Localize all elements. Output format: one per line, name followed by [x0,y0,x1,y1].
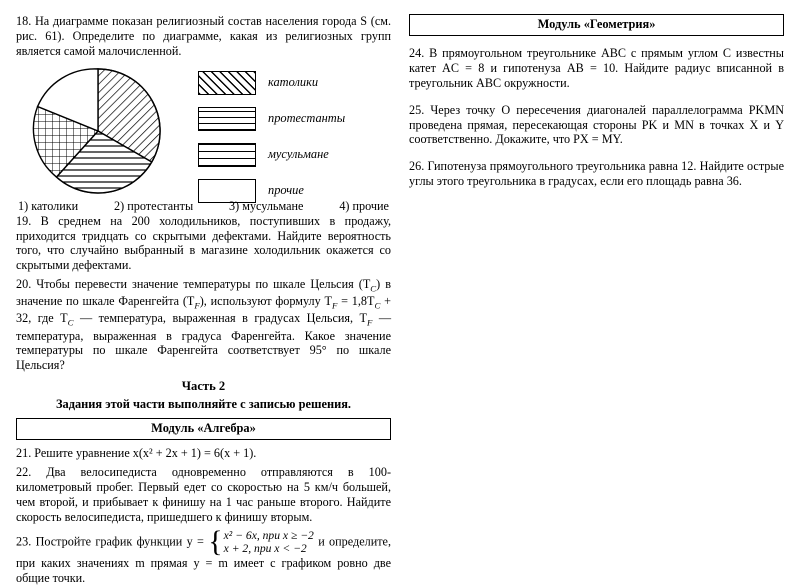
legend-swatch-muslims [198,143,256,167]
part-2-title: Часть 2 [181,379,226,394]
task-25: 25. Через точку O пересечения диагоналей параллелограмма PKMN проведена прямая, пересекающая стороны PK и MN в точках X и Y соответственно. Докажите, что PX = MY. [409,102,784,147]
task-23 [16,525,391,586]
task-21: 21. Решите уравнение x(x² + 2x + 1) = 6(x + 1). [16,446,257,461]
chart-option-0: 1) католики [18,198,79,213]
task-18: 18. На диаграмме показан религиозный состав населения города S (см. рис. 61). Определите по диаграмме, какая из религиозных групп является самой малочисленной. [16,14,391,58]
task-20-part-c: ), используют формулу T [199,294,332,309]
chart-option-2: 3) мусульмане [229,198,304,213]
sub-c-2: C [374,300,381,311]
chart-option-3: 4) прочие [339,198,389,213]
legend-label-0: католики [268,75,319,90]
legend-label-2: мусульмане [268,147,329,162]
task-24: 24. В прямоугольном треугольнике ABC с прямым углом C известны катет AC = 8 и гипотенуза AB = 10. Найдите радиус вписанной в треугольник ABC окружности. [409,46,784,90]
piecewise-lines [224,529,314,556]
module-header-geometry: Модуль «Геометрия» [409,14,784,36]
brace-icon: { [208,525,223,559]
legend-label-1: протестанты [268,111,346,126]
legend-swatch-catholics [198,71,256,95]
case-line-2: x + 2, при x < −2 [223,542,307,556]
task-22: 22. Два велосипедиста одновременно отправляются в 100-километровый пробег. Первый едет со скоростью на 5 км/ч большей, чем второй, и прибывает к финишу на 1 час раньше второго. Найдите скорость велосипедиста, пришедшего к финишу вторым. [16,465,391,524]
task-23-tail: и определите, при каких значениях m прямая y = m имеет с графиком ровно две общие точки. [16,534,391,585]
right-column [409,14,784,556]
task-20-part-f: — температура, выраженная в градусах Цельсия, T [73,311,367,326]
sub-f-1: F [194,300,200,311]
part-2-subtitle: Задания этой части выполняйте с записью решения. [55,397,352,412]
piecewise-function [208,525,314,559]
legend-swatch-protestants [198,107,256,131]
task-26: 26. Гипотенуза прямоугольного треугольника равна 12. Найдите острые углы этого треугольника в градусах, если его площадь равна 36. [409,159,784,189]
sub-f-2: F [331,300,338,311]
pie-chart [24,65,184,197]
legend-item-1 [198,107,345,131]
legend-label-3: прочие [268,183,304,198]
legend-item-2 [198,143,345,167]
pie-legend [198,65,345,215]
sub-f-3: F [367,317,373,328]
task-20-part-g: — температура, выраженная в градуса Фаренгейта. Какое значение температуры по шкале Фаренгейта соответствует 95° по шкале Цельсия? [16,311,392,373]
pie-chart-svg [24,65,184,197]
task-20-part-a: 20. Чтобы перевести значение температуры по шкале Цельсия (T [16,277,371,292]
legend-item-0 [198,71,345,95]
task-19: 19. В среднем на 200 холодильников, поступивших в продажу, приходится тридцать со скрытыми дефектами. Найдите вероятность того, что случайно выбранный в магазине холодильник окажется со скрытыми дефектами. [16,213,391,273]
left-column [16,14,392,585]
task-20-part-e: + 32, где T [16,294,391,326]
sub-c-3: C [67,317,74,328]
pie-chart-figure [16,65,391,197]
case-line-1: x² − 6x, при x ≥ −2 [223,528,314,542]
chart-option-1: 2) протестанты [114,198,194,213]
task-20-part-d: = 1,8T [337,294,375,309]
task-23-lead: 23. Постройте график функции y = [16,534,204,549]
module-header-algebra: Модуль «Алгебра» [16,418,391,440]
sub-c-1: C [370,283,377,294]
task-20 [16,277,391,373]
task-20-part-b: ) в значение по шкале Фаренгейта (T [16,277,391,309]
two-column-layout [16,14,784,585]
